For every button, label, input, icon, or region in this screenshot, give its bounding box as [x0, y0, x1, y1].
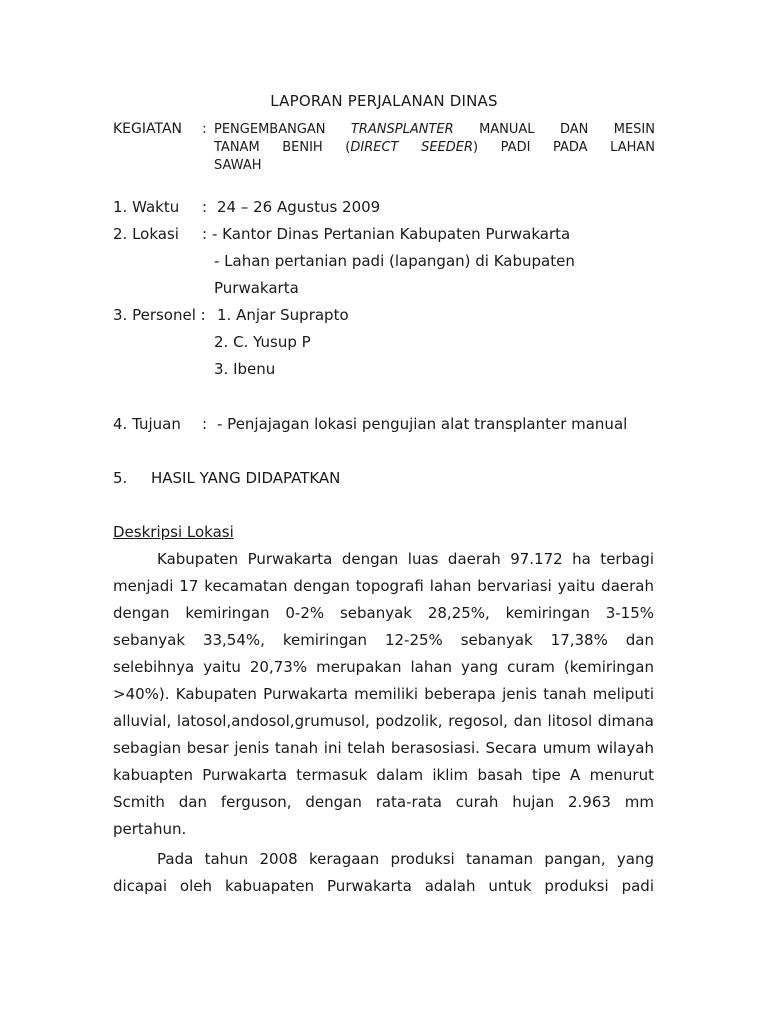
- paragraph-line: kabuapten Purwakarta termasuk dalam iklim basah tipe A menurut: [113, 766, 654, 784]
- waktu-label: 1. Waktu: [113, 198, 180, 216]
- kegiatan-text: [214, 121, 655, 175]
- kegiatan-line-3: SAWAH: [214, 158, 262, 173]
- kegiatan-word: MANUAL DAN MESIN: [479, 122, 655, 137]
- paragraph-line: menjadi 17 kecamatan dengan topografi lahan bervariasi yaitu daerah: [113, 577, 654, 595]
- tujuan-label: 4. Tujuan: [113, 415, 181, 433]
- paragraph-line: sebagian besar jenis tanah ini telah berasosiasi. Secara umum wilayah: [113, 739, 654, 757]
- paragraph-line: sebanyak 33,54%, kemiringan 12-25% sebanyak 17,38% dan: [113, 631, 654, 649]
- deskripsi-paragraph-1: [113, 546, 654, 843]
- section-5-number: 5.: [113, 469, 128, 487]
- kegiatan-word: TANAM BENIH (: [214, 140, 351, 155]
- kegiatan-italic-word: TRANSPLANTER: [350, 122, 454, 137]
- kegiatan-line-2: [214, 139, 655, 157]
- kegiatan-word: PENGEMBANGAN: [214, 122, 326, 137]
- tujuan-value: - Penjajagan lokasi pengujian alat transplanter manual: [217, 415, 628, 433]
- kegiatan-word: ) PADI PADA LAHAN: [473, 140, 655, 155]
- paragraph-line: alluvial, latosol,andosol,grumusol, podzolik, regosol, dan litosol dimana: [113, 712, 654, 730]
- deskripsi-heading: Deskripsi Lokasi: [113, 523, 234, 541]
- waktu-value: 24 – 26 Agustus 2009: [217, 198, 381, 216]
- paragraph-line: dicapai oleh kabuapaten Purwakarta adalah untuk produksi padi: [113, 877, 654, 895]
- personel-2: 2. C. Yusup P: [214, 333, 311, 351]
- section-5-heading: HASIL YANG DIDAPATKAN: [151, 469, 341, 487]
- kegiatan-italic-word: DIRECT SEEDER: [350, 140, 474, 155]
- tujuan-colon: :: [202, 415, 208, 433]
- lokasi-colon: :: [202, 225, 208, 243]
- paragraph-line: Scmith dan ferguson, dengan rata-rata curah hujan 2.963 mm: [113, 793, 654, 811]
- paragraph-line: Pada tahun 2008 keragaan produksi tanaman pangan, yang: [157, 850, 654, 868]
- lokasi-value-3: Purwakarta: [214, 279, 299, 297]
- paragraph-line: Kabupaten Purwakarta dengan luas daerah 97.172 ha terbagi: [157, 550, 654, 568]
- lokasi-value-2: - Lahan pertanian padi (lapangan) di Kabupaten: [214, 252, 575, 270]
- kegiatan-label: KEGIATAN: [113, 121, 183, 137]
- kegiatan-line-1: [214, 121, 655, 139]
- waktu-colon: :: [202, 198, 208, 216]
- deskripsi-paragraph-2: [113, 846, 654, 900]
- paragraph-line: >40%). Kabupaten Purwakarta memiliki beberapa jenis tanah meliputi: [113, 685, 654, 703]
- paragraph-line: pertahun.: [113, 820, 187, 838]
- paragraph-line: dengan kemiringan 0-2% sebanyak 28,25%, kemiringan 3-15%: [113, 604, 654, 622]
- personel-1: 1. Anjar Suprapto: [217, 306, 349, 324]
- lokasi-label: 2. Lokasi: [113, 225, 179, 243]
- lokasi-value-1: - Kantor Dinas Pertanian Kabupaten Purwakarta: [212, 225, 571, 243]
- document-title: LAPORAN PERJALANAN DINAS: [270, 92, 498, 110]
- personel-label: 3. Personel :: [113, 306, 206, 324]
- paragraph-line: selebihnya yaitu 20,73% merupakan lahan yang curam (kemiringan: [113, 658, 654, 676]
- kegiatan-colon: :: [202, 121, 207, 137]
- personel-3: 3. Ibenu: [214, 360, 276, 378]
